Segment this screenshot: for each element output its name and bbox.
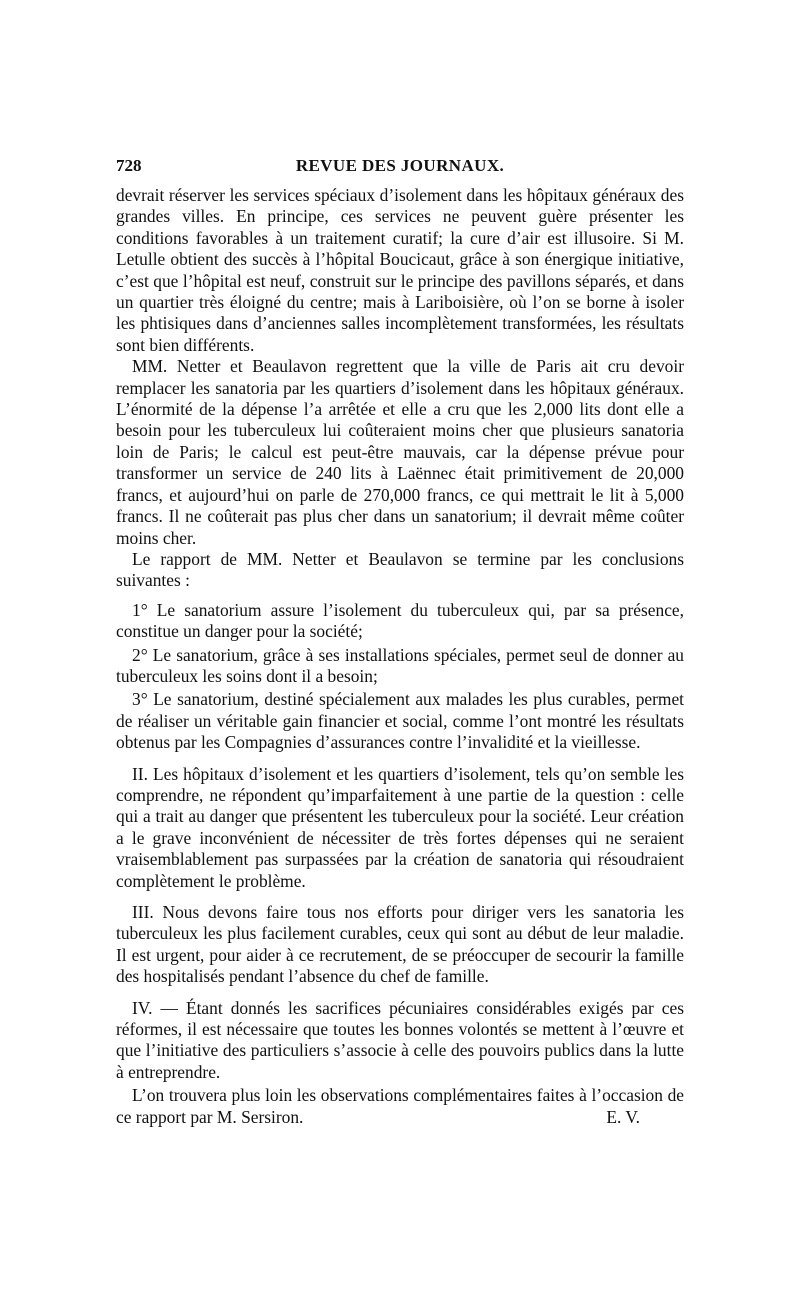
journal-page xyxy=(116,155,684,1128)
section-iv: IV. — Étant donnés les sacrifices pécuniaires considérables exigés par ces réformes, il est nécessaire que toutes les bonnes volontés se mettent à l’œuvre et que l’initiative des particuliers s’associe à celle des pouvoirs publics dans la lutte à entreprendre. xyxy=(116,997,684,1082)
paragraph-conclusions-intro: Le rapport de MM. Netter et Beaulavon se termine par les conclusions suivantes : xyxy=(116,548,684,591)
paragraph-continuation: devrait réserver les services spéciaux d’isolement dans les hôpitaux généraux des grandes villes. En principe, ces services ne peuvent guère présenter les conditions favorables à un traitement curatif; la cure d’air est illusoire. Si M. Letulle obtient des succès à l’hôpital Boucicaut, grâce à son énergique initiative, c’est que l’hôpital est neuf, construit sur le principe des pavillons séparés, et dans un quartier très éloigné du centre; mais à Lariboisière, où l’on se borne à isoler les phtisiques dans d’anciennes salles incomplètement transformées, les résultats sont bien différents. xyxy=(116,185,684,355)
conclusion-2: 2° Le sanatorium, grâce à ses installations spéciales, permet seul de donner au tuberculeux les soins dont il a besoin; xyxy=(116,644,684,686)
running-title: REVUE DES JOURNAUX. xyxy=(295,156,505,175)
section-iii: III. Nous devons faire tous nos efforts pour diriger vers les sanatoria les tuberculeux les plus facilement curables, ceux qui sont au début de leur maladie. Il est urgent, pour aider à ce recrutement, de se préoccuper de secourir la famille des hospitalisés pendant l’absence du chef de famille. xyxy=(116,902,684,987)
author-initials: E. V. xyxy=(606,1106,640,1127)
page-number: 728 xyxy=(116,156,142,175)
section-ii: II. Les hôpitaux d’isolement et les quartiers d’isolement, tels qu’on semble les comprendre, ne répondent qu’imparfaitement à une partie de la question : celle qui a trait au danger que présentent les tuberculeux pour la société. Leur création a le grave inconvénient de nécessiter de très fortes dépenses qui ne seraient vraisemblablement pas surpassées par la création de sanatoria qui résoudraient complètement le problème. xyxy=(116,763,684,891)
conclusion-1: 1° Le sanatorium assure l’isolement du tuberculeux qui, par sa présence, constitue un danger pour la société; xyxy=(116,599,684,642)
conclusion-3: 3° Le sanatorium, destiné spécialement aux malades les plus curables, permet de réaliser un véritable gain financier et social, comme l’ont montré les résultats obtenus par les Compagnies d’assurances contre l’invalidité et la vieillesse. xyxy=(116,689,684,753)
closing-block xyxy=(116,1085,684,1128)
paragraph-netter-beaulavon: MM. Netter et Beaulavon regrettent que la ville de Paris ait cru devoir remplacer les sanatoria par les quartiers d’isolement dans les hôpitaux généraux. L’énormité de la dépense l’a arrêtée et elle a cru que les 2,000 lits dont elle a besoin pour les tuberculeux lui coûteraient moins cher que plusieurs sanatoria loin de Paris; le calcul est peut-être mauvais, car la dépense prévue pour transformer un service de 240 lits à Laënnec était primitivement de 20,000 francs, et aujourd’hui on parle de 270,000 francs, ce qui mettrait le lit à 5,000 francs. Il ne coûterait pas plus cher dans un sanatorium; il devrait même coûter moins cher. xyxy=(116,356,684,548)
page-header xyxy=(116,155,684,177)
closing-paragraph: L’on trouvera plus loin les observations complémentaires faites à l’occasion de ce rapport par M. Sersiron. xyxy=(116,1085,684,1127)
